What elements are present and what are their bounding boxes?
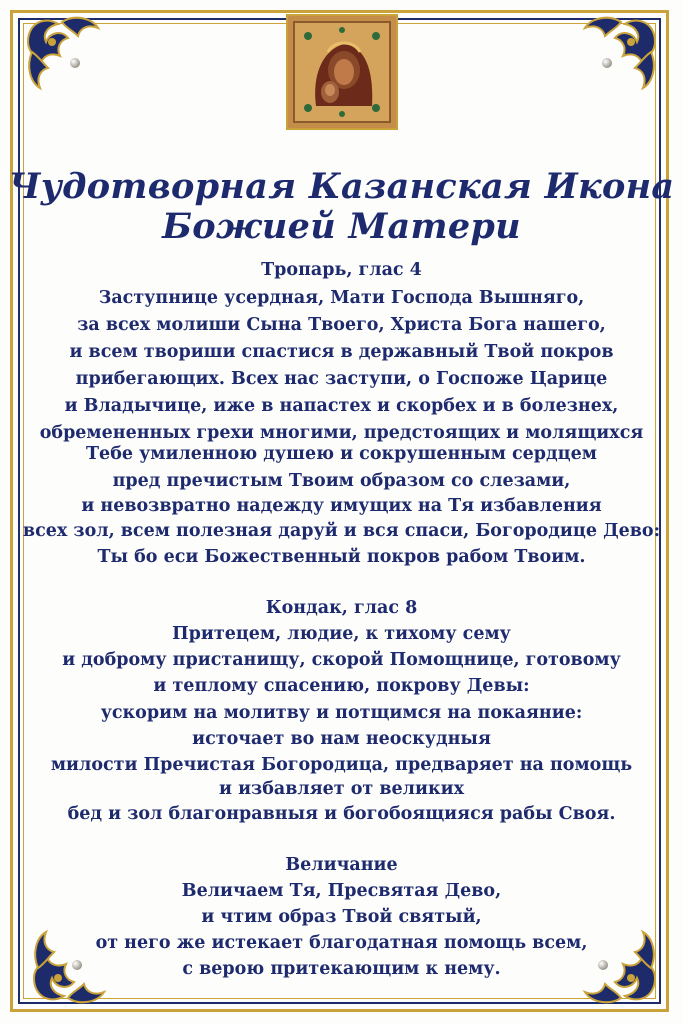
troparion-line: Тебе умиленною душею и сокрушенным сердцем xyxy=(86,444,597,464)
magnification-line: от него же истекает благодатная помощь всем, xyxy=(95,933,588,953)
troparion-heading: Тропарь, глас 4 xyxy=(261,260,422,280)
troparion-line: и Владычице, иже в напастех и скорбех и в болезнех, xyxy=(64,396,619,416)
magnification-line: с верою притекающим к нему. xyxy=(182,959,501,979)
troparion-line: всех зол, всем полезная даруй и вся спаси, Богородице Дево: xyxy=(22,521,661,541)
troparion-line: и невозвратно надежду имущих на Тя избавления xyxy=(81,496,602,516)
troparion-line: обремененных грехи многими, предстоящих и молящихся xyxy=(39,423,644,443)
troparion-line: пред пречистым Твоим образом со слезами, xyxy=(112,471,571,491)
kontakion-line: милости Пречистая Богородица, предваряет на помощь xyxy=(50,755,633,775)
kontakion-line: и избавляет от великих xyxy=(219,779,464,799)
troparion-line: Заступнице усердная, Мати Господа Вышняго, xyxy=(98,288,585,308)
troparion-line: Ты бо еси Божественный покров рабом Твоим. xyxy=(97,547,586,567)
magnification-line: и чтим образ Твой святый, xyxy=(201,907,482,927)
kontakion-line: и доброму пристанищу, скорой Помощнице, готовому xyxy=(62,650,621,670)
troparion-line: и всем твориши спастися в державный Твой покров xyxy=(69,342,614,362)
title-line-1: Чудотворная Казанская Икона xyxy=(8,166,675,207)
icon-painting xyxy=(288,16,396,128)
kontakion-line: и теплому спасению, покрову Девы: xyxy=(153,676,530,696)
troparion-line: за всех молиши Сына Твоего, Христа Бога нашего, xyxy=(77,315,606,335)
magnification-line: Величаем Тя, Пресвятая Дево, xyxy=(181,881,502,901)
title-line-2: Божией Матери xyxy=(162,206,521,247)
troparion-line: прибегающих. Всех нас заступи, о Госпоже Царице xyxy=(75,369,608,389)
corner-ornament-top-left xyxy=(22,12,114,104)
kontakion-line: ускорим на молитву и потщимся на покаяние: xyxy=(100,703,583,723)
kontakion-line: бед и зол благонравныя и богобоящияся рабы Своя. xyxy=(67,804,616,824)
kazan-icon-image xyxy=(286,14,398,130)
kontakion-line: источает во нам неоскудныя xyxy=(192,729,491,749)
magnification-heading: Величание xyxy=(285,855,398,875)
screw-top-right xyxy=(602,58,612,68)
kontakion-line: Притецем, людие, к тихому сему xyxy=(172,624,511,644)
corner-ornament-top-right xyxy=(569,12,661,104)
screw-top-left xyxy=(70,58,80,68)
kontakion-heading: Кондак, глас 8 xyxy=(265,598,418,618)
